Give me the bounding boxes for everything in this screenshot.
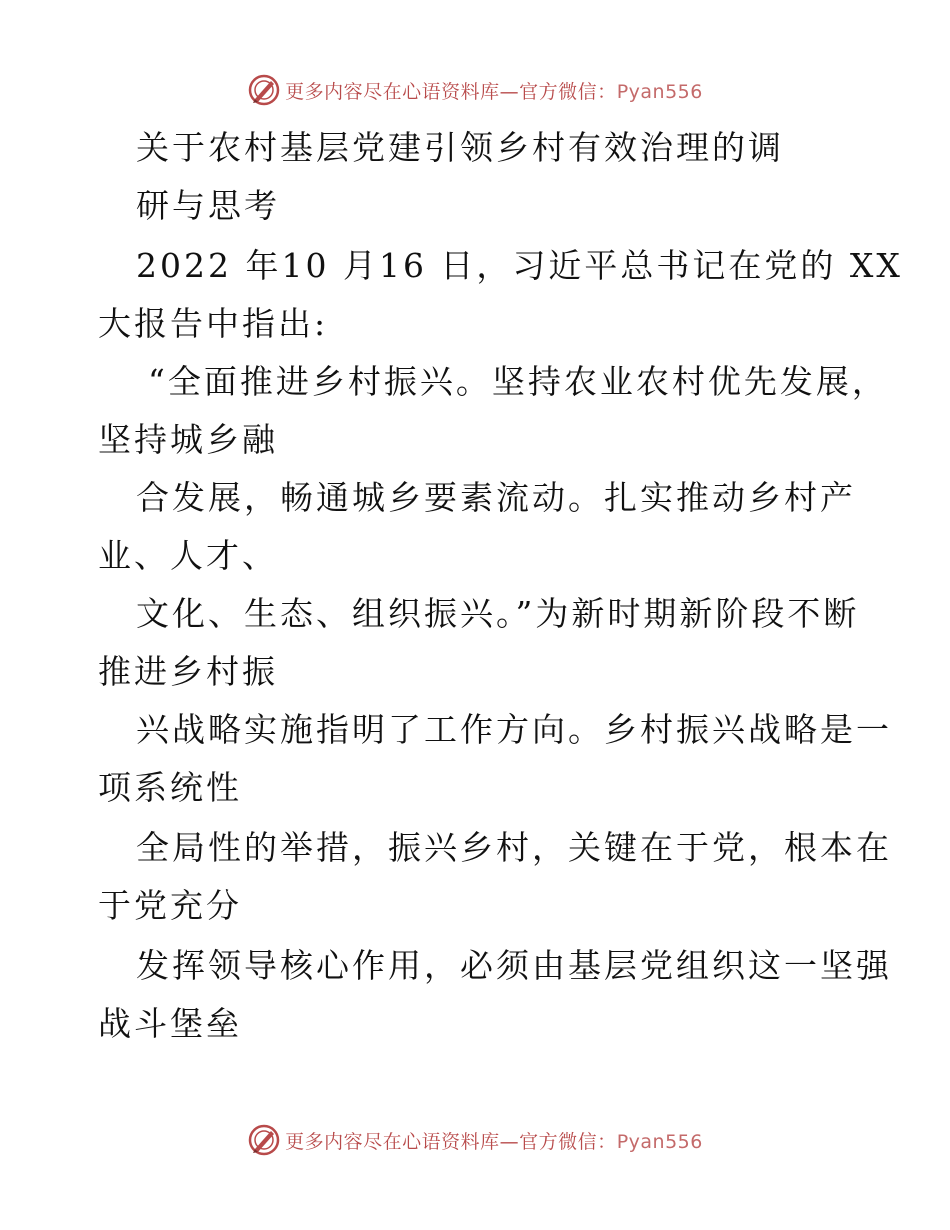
paragraph-line: 全局性的举措，振兴乡村，关键在于党，根本在 (136, 828, 892, 867)
header-watermark (0, 70, 950, 110)
paragraph-line: 合发展，畅通城乡要素流动。扎实推动乡村产 (136, 478, 856, 517)
watermark-wechat-label: 官方微信： (519, 80, 617, 103)
watermark-wechat-id: Pyan556 (616, 1130, 703, 1153)
watermark-wechat-id: Pyan556 (616, 80, 703, 103)
doc-title-line-2: 研与思考 (136, 186, 280, 225)
watermark-wechat-label: 官方微信： (519, 1130, 617, 1153)
pen-logo-icon (247, 73, 281, 107)
paragraph-line: 2022 年10 月16 日，习近平总书记在党的 XX (136, 246, 903, 285)
pen-logo-icon (247, 1123, 281, 1157)
paragraph-line: 坚持城乡融 (98, 420, 278, 459)
paragraph-line: 文化、生态、组织振兴。”为新时期新阶段不断 (136, 594, 860, 633)
paragraph-line: 发挥领导核心作用，必须由基层党组织这一坚强 (136, 946, 892, 985)
watermark-text (285, 77, 703, 104)
watermark-separator: — (499, 1130, 520, 1153)
paragraph-line: 于党充分 (98, 886, 242, 925)
paragraph-line: 项系统性 (98, 768, 242, 807)
watermark-main: 更多内容尽在心语资料库 (285, 80, 500, 103)
paragraph-line: 推进乡村振 (98, 652, 278, 691)
footer-watermark (0, 1120, 950, 1160)
watermark-text (285, 1127, 703, 1154)
doc-title-line-1: 关于农村基层党建引领乡村有效治理的调 (136, 128, 784, 167)
paragraph-line: 业、人才、 (98, 536, 278, 575)
paragraph-line: 大报告中指出: (98, 304, 329, 343)
paragraph-line: “全面推进乡村振兴。坚持农业农村优先发展， (148, 362, 888, 401)
paragraph-line: 兴战略实施指明了工作方向。乡村振兴战略是一 (136, 710, 892, 749)
watermark-main: 更多内容尽在心语资料库 (285, 1130, 500, 1153)
paragraph-line: 战斗堡垒 (98, 1004, 242, 1043)
watermark-separator: — (499, 80, 520, 103)
